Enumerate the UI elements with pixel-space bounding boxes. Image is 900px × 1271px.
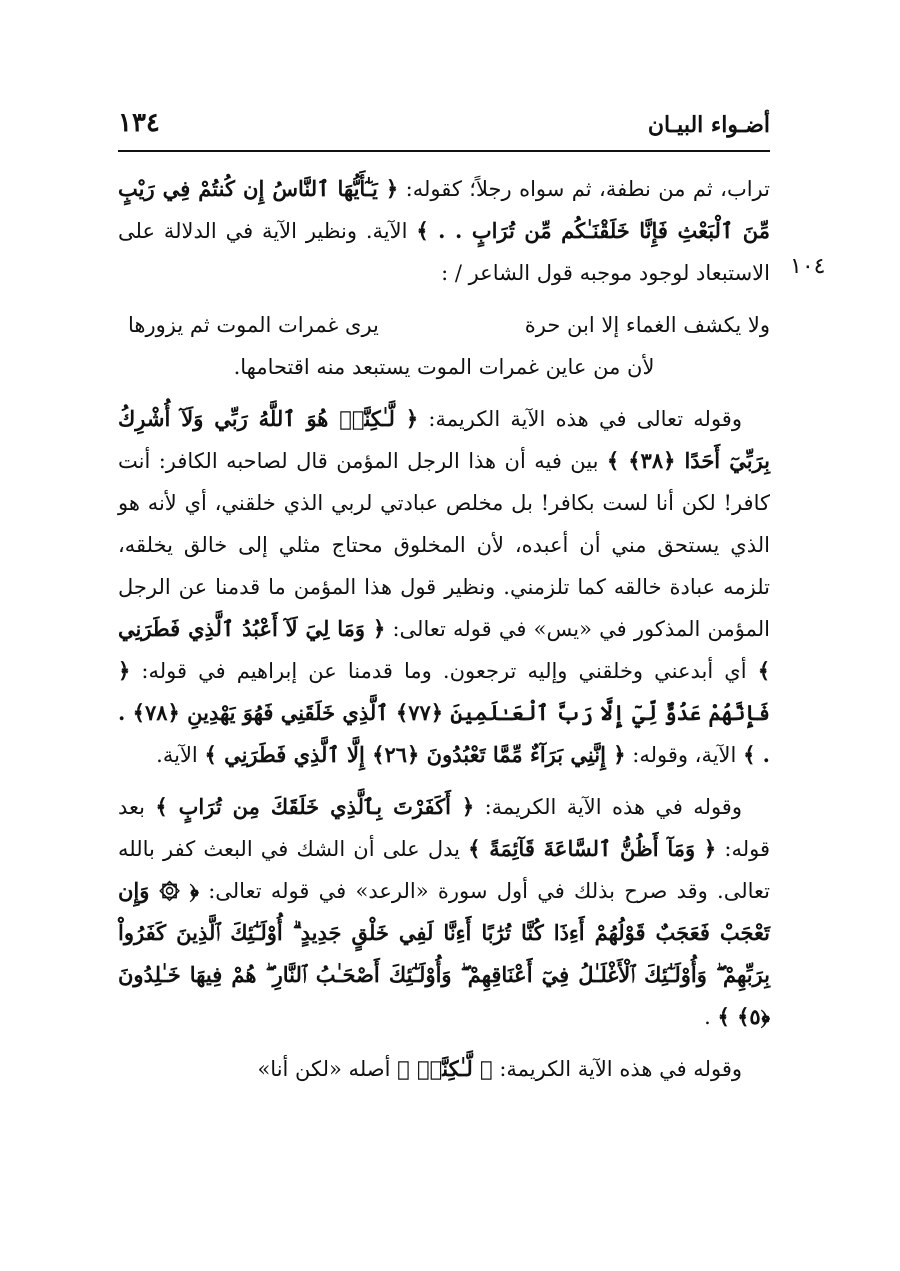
quran-verse: ﴿ لَّـٰكِنَّا۠ ﴾	[397, 1056, 493, 1081]
text: الآية.	[156, 743, 198, 767]
running-header	[118, 108, 770, 148]
quran-verse: ﴿ فَإِنَّهُمْ عَدُوٌّ لِّيٓ إِلَّا رَبَّ ٱلْعَـٰلَمِينَ ﴿٧٧﴾ ٱلَّذِي خَلَقَنِي فَهُوَ يَهْدِينِ ﴿٧٨﴾ . . ﴾	[118, 658, 770, 767]
text: .	[704, 1005, 711, 1029]
poem-hemistich-2: يرى غمرات الموت ثم يزورها	[128, 313, 379, 337]
quran-verse: ﴿ ۞ وَإِن تَعْجَبْ فَعَجَبٌ قَوْلُهُمْ أَءِذَا كُنَّا تُرَٰبًا أَءِنَّا لَفِي خَلْقٍ جَدِيدٍ ۗ أُوْلَـٰٓئِكَ ٱلَّذِينَ كَفَرُواْ بِرَبِّهِمْ ۖ وَأُوْلَـٰٓئِكَ ٱلْأَغْلَـٰلُ فِيٓ أَعْنَاقِهِمْ ۖ وَأُوْلَـٰٓئِكَ أَصْحَـٰبُ ٱلنَّارِ ۖ هُمْ فِيهَا خَـٰلِدُونَ ﴿٥﴾ ﴾	[118, 878, 770, 1029]
paragraph-4	[118, 1048, 770, 1090]
spacer	[118, 1038, 770, 1048]
page-number: ١٣٤	[118, 108, 160, 138]
quran-verse: ﴿ إِنَّنِي بَرَآءٌ مِّمَّا تَعْبُدُونَ ﴿٢٦﴾ إِلَّا ٱلَّذِي فَطَرَنِي ﴾	[204, 742, 626, 767]
spacer	[118, 294, 770, 304]
text: وقوله في هذه الآية الكريمة:	[474, 795, 742, 819]
text: بعد قوله:	[118, 795, 771, 861]
text: وقوله في هذه الآية الكريمة:	[492, 1057, 742, 1081]
book-title: أضـواء البيـان	[647, 112, 770, 138]
quran-verse: ﴿ وَمَآ أَظُنُّ ٱلسَّاعَةَ قَآئِمَةً ﴾	[468, 836, 717, 861]
paragraph-1	[118, 168, 770, 294]
quran-verse: ﴿ لَّـٰكِنَّا۠ هُوَ ٱللَّهُ رَبِّي وَلَآ أُشْرِكُ بِرَبِّيٓ أَحَدًا ﴿٣٨﴾ ﴾	[118, 406, 770, 473]
text: وقوله تعالى في هذه الآية الكريمة:	[418, 407, 742, 431]
text: يدل على أن الشك في البعث كفر بالله تعالى. وقد صرح بذلك في أول سورة «الرعد» في قوله تعالى:	[118, 837, 771, 903]
text: أصله «لكن أنا»	[257, 1057, 391, 1081]
spacer	[118, 776, 770, 786]
header-divider	[118, 150, 770, 152]
paragraph-3	[118, 786, 770, 1038]
poem-explanation: لأن من عاين غمرات الموت يستبعد منه اقتحامها.	[233, 355, 655, 379]
poem-verse	[118, 304, 770, 346]
poem-hemistich-1: ولا يكشف الغماء إلا ابن حرة	[524, 313, 770, 337]
quran-verse: ﴿ يَـٰٓأَيُّهَا ٱلنَّاسُ إِن كُنتُمْ فِي رَيْبٍ مِّنَ ٱلْبَعْثِ فَإِنَّا خَلَقْنَـٰكُم مِّن تُرَابٍ . . ﴾	[118, 176, 771, 243]
text: أي أبدعني وخلقني وإليه ترجعون. وما قدمنا عن إبراهيم في قوله:	[130, 659, 747, 683]
margin-reference-number: ١٠٤	[790, 254, 826, 279]
text: الآية. ونظير الآية في الدلالة على الاستبعاد لوجود موجبه قول الشاعر / :	[118, 219, 770, 285]
quran-verse: ﴿ وَمَا لِيَ لَآ أَعْبُدُ ٱلَّذِي فَطَرَنِي ﴾	[118, 616, 770, 683]
page-body	[118, 168, 770, 1090]
quran-verse: ﴿ أَكَفَرْتَ بِٱلَّذِي خَلَقَكَ مِن تُرَابٍ ﴾	[155, 794, 475, 819]
text: تراب، ثم من نطفة، ثم سواه رجلاً؛ كقوله:	[398, 177, 770, 201]
spacer	[118, 388, 770, 398]
text: الآية، وقوله:	[625, 743, 737, 767]
text: بين فيه أن هذا الرجل المؤمن قال لصاحبه الكافر: أنت كافر! لكن أنا لست بكافر! بل مخلص عبادتي لربي الذي خلقني، أي لأنه هو الذي يستحق مني أن أعبده، لأن المخلوق محتاج مثلي إلى خالق يخلقه، تلزمه عبادة خالقه كما تلزمني. ونظير قول هذا المؤمن ما قدمنا عن الرجل المؤمن المذكور في «يس» في قوله تعالى:	[118, 449, 770, 641]
paragraph-2	[118, 398, 770, 776]
